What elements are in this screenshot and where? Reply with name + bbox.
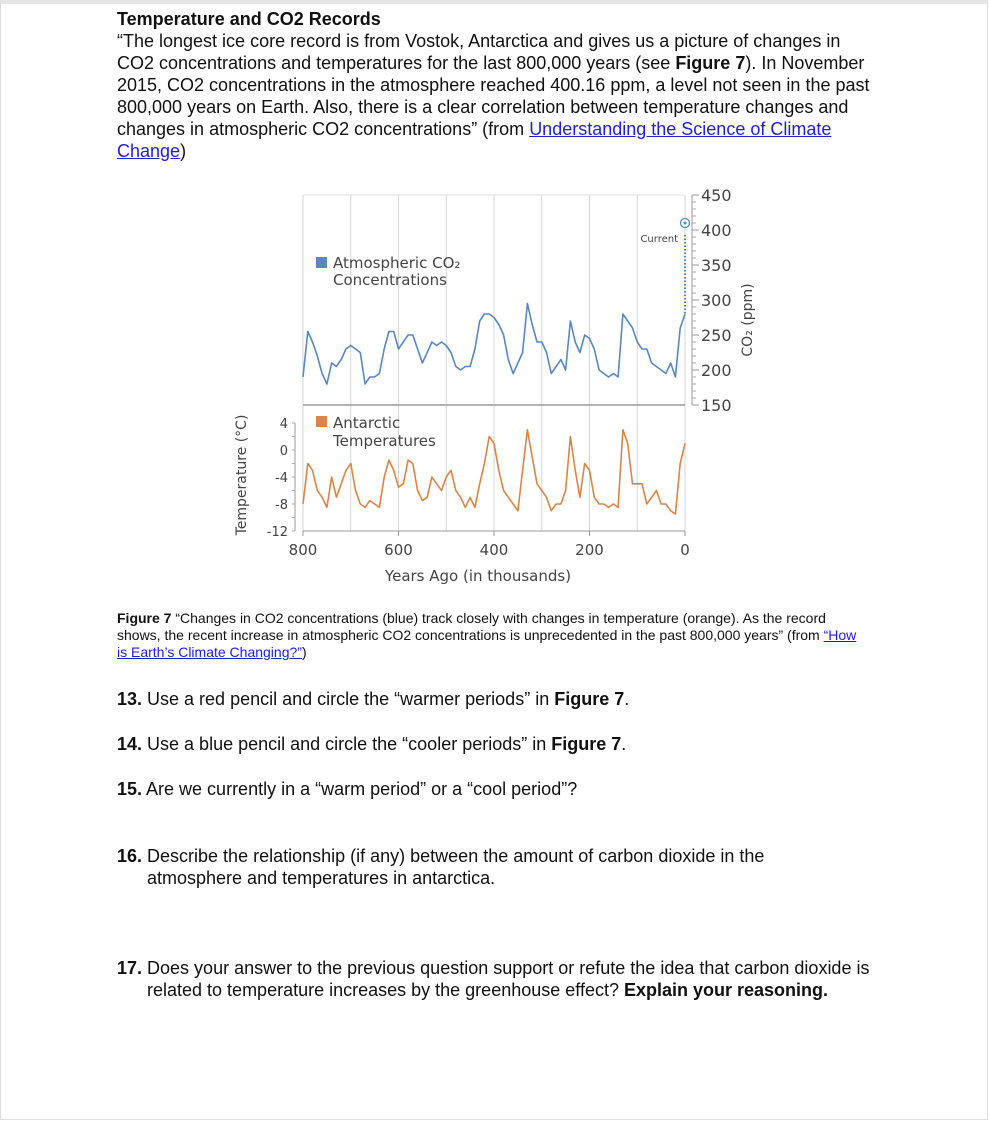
question-17	[117, 957, 887, 1001]
question-number: 17.	[117, 958, 143, 978]
caption-text-end: )	[301, 644, 307, 660]
x-tick-label: 400	[479, 541, 509, 559]
x-tick-label: 800	[288, 541, 318, 559]
left-tick-label: 4	[279, 417, 288, 432]
legend-label-co2-line2: Concentrations	[333, 271, 447, 289]
legend-label-co2: Atmospheric CO₂	[333, 254, 461, 272]
question-13	[117, 688, 877, 710]
right-tick-label: 400	[701, 221, 732, 240]
caption-text: “Changes in CO2 concentrations (blue) track closely with changes in temperature (orange). As the record shows, the recent increase in atmospheric CO2 concentrations is unprecedented in the past 800,000 years” (from	[117, 610, 826, 643]
x-tick-label: 200	[575, 541, 604, 559]
legend-label-temp-line2: Temperatures	[333, 432, 436, 450]
intro-text: )	[180, 141, 187, 161]
intro-paragraph	[117, 30, 877, 162]
x-tick-label: 600	[384, 541, 413, 559]
question-text: Use a blue pencil and circle the “cooler periods” in	[142, 734, 552, 754]
right-tick-label: 450	[701, 186, 732, 205]
left-tick-label: -8	[275, 498, 288, 513]
question-number: 14.	[117, 734, 143, 754]
current-label: Current	[640, 234, 678, 245]
figure-reference: Figure 7	[675, 53, 746, 73]
right-tick-label: 300	[701, 291, 732, 310]
source-link[interactable]: Understanding the Science of Climate Change	[117, 119, 832, 161]
question-text: Use a red pencil and circle the “warmer periods” in	[142, 689, 555, 709]
legend-label-temp: Antarctic	[333, 414, 401, 432]
question-bold: Figure 7	[551, 734, 622, 754]
question-14	[117, 733, 877, 755]
question-16	[117, 845, 837, 889]
caption-figure-label: Figure 7	[117, 610, 172, 626]
intro-text: ). In November 2015, CO2 concentrations in the atmosphere reached 400.16 ppm, a level not seen in the past 800,000 years on Earth. Also, there is a clear correlation between temperature changes and changes in atmospheric CO2 concentrations” (from	[117, 53, 870, 139]
figure-7-chart	[230, 185, 756, 585]
question-number: 13.	[117, 689, 143, 709]
left-tick-label: -12	[266, 525, 288, 540]
right-tick-label: 350	[701, 256, 732, 275]
right-axis-label: CO₂ (ppm)	[740, 283, 756, 357]
question-text: Describe the relationship (if any) between the amount of carbon dioxide in the atmosphere and temperatures in antarctica.	[142, 846, 765, 888]
question-end: .	[621, 734, 627, 754]
section-title: Temperature and CO2 Records	[117, 9, 381, 29]
legend-swatch-temp	[316, 416, 327, 427]
left-tick-label: -4	[275, 471, 288, 486]
question-15	[117, 778, 877, 800]
right-tick-label: 200	[701, 361, 732, 380]
intro-text: “The longest ice core record is from Vostok, Antarctica and gives us a picture of changes in CO2 concentrations and temperatures for the last 800,000 years (see	[117, 31, 841, 73]
x-axis-label: Years Ago (in thousands)	[384, 567, 572, 585]
question-bold: Explain your reasoning.	[623, 980, 829, 1000]
question-end: .	[624, 689, 630, 709]
question-number: 16.	[117, 846, 143, 866]
legend-swatch-co2	[316, 257, 327, 268]
question-bold: Figure 7	[554, 689, 625, 709]
x-tick-label: 0	[680, 541, 690, 559]
right-tick-label: 250	[701, 326, 732, 345]
left-axis-label: Temperature (°C)	[234, 414, 250, 536]
question-text: Are we currently in a “warm period” or a “cool period”?	[142, 779, 578, 799]
left-tick-label: 0	[279, 444, 288, 459]
question-text: Does your answer to the previous question support or refute the idea that carbon dioxide is related to temperature increases by the greenhouse effect?	[142, 958, 870, 1000]
figure-caption	[117, 610, 867, 661]
right-tick-label: 150	[701, 396, 732, 415]
intro-section	[117, 8, 877, 162]
caption-link[interactable]: “How is Earth’s Climate Changing?”	[117, 627, 857, 660]
current-marker-dot	[684, 222, 687, 225]
question-number: 15.	[117, 779, 143, 799]
